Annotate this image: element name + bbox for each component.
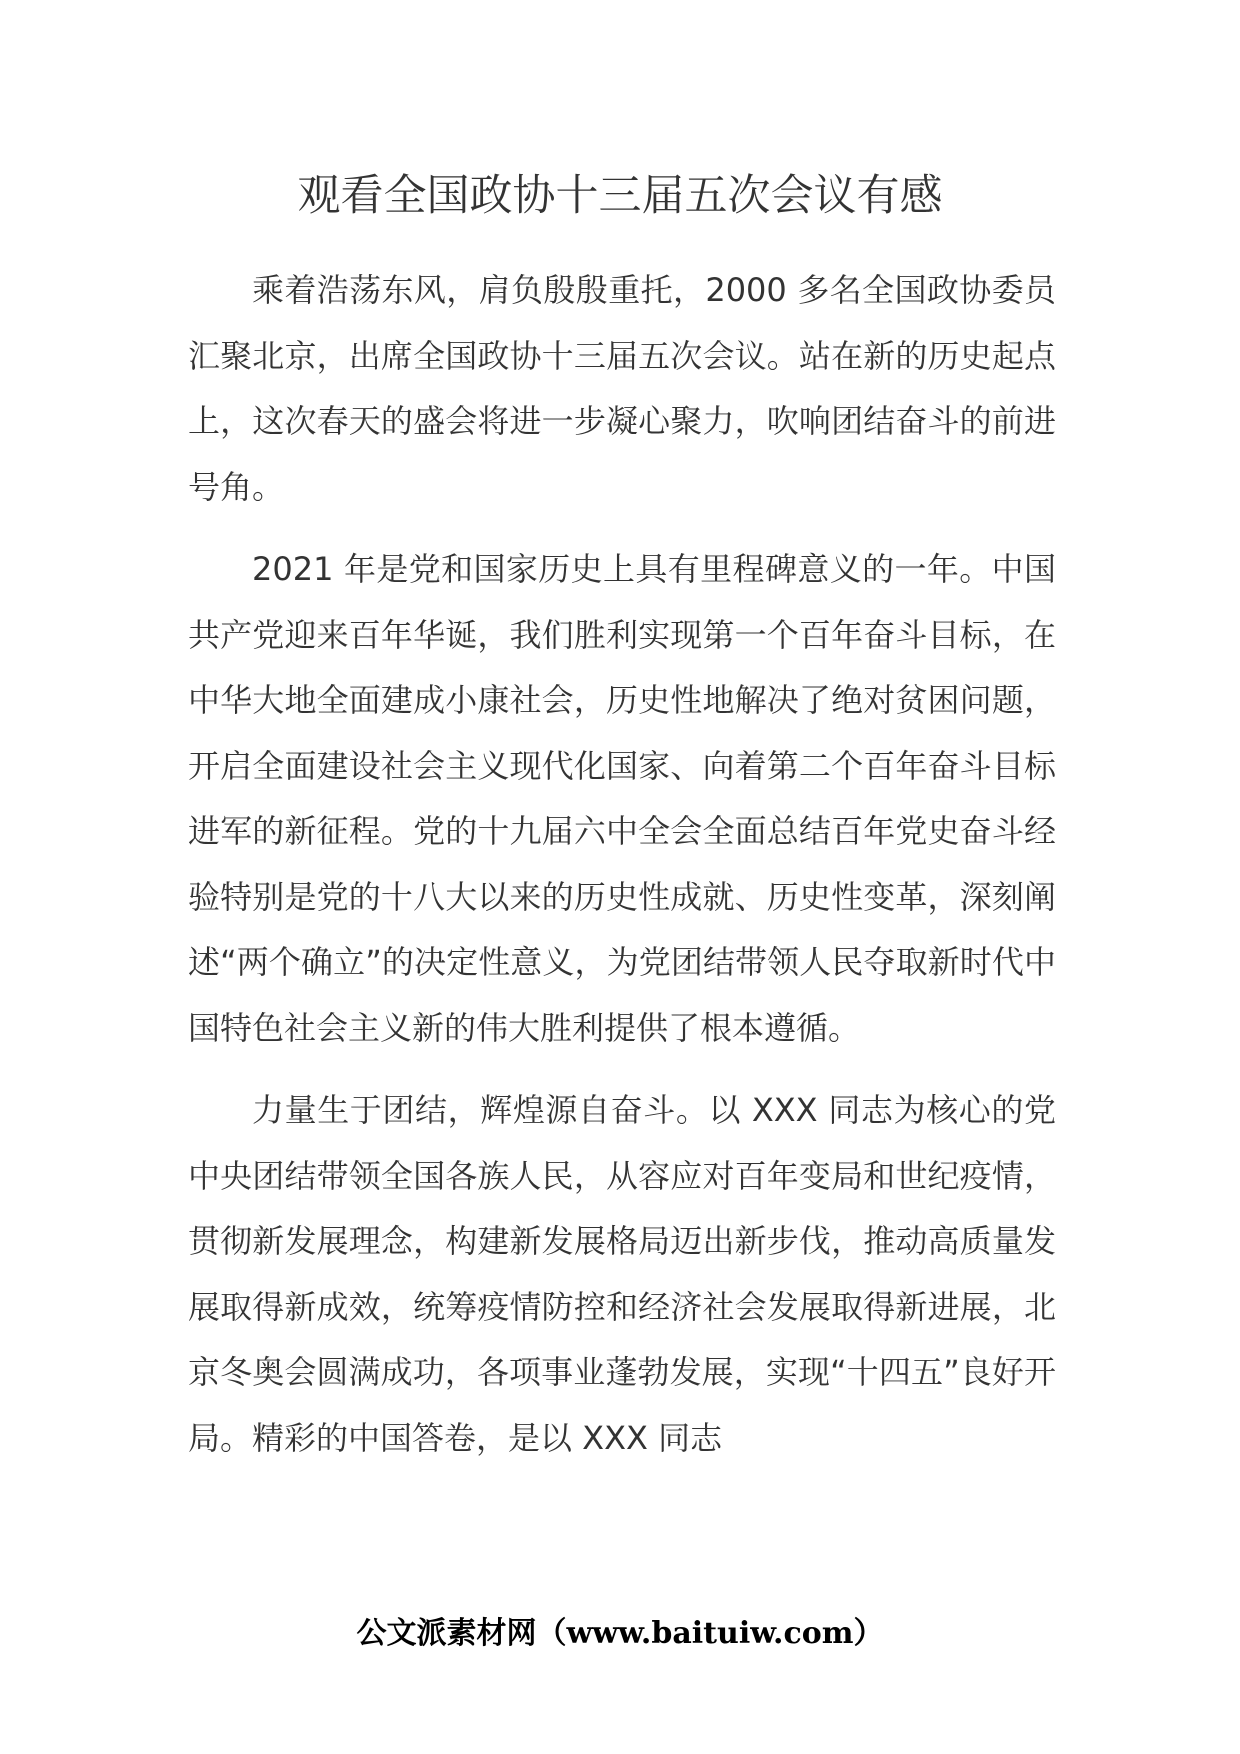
paragraph-1: 乘着浩荡东风，肩负殷殷重托，2000 多名全国政协委员汇聚北京，出席全国政协十三届五次会议。站在新的历史起点上，这次春天的盛会将进一步凝心聚力，吹响团结奋斗的前进号角。: [188, 271, 1056, 506]
document-body: [188, 258, 1056, 1488]
footer-watermark: 公文派素材网（www.baituiw.com）: [356, 1616, 884, 1651]
paragraph-3: 力量生于团结，辉煌源自奋斗。以 XXX 同志为核心的党中央团结带领全国各族人民，从容应对百年变局和世纪疫情，贯彻新发展理念，构建新发展格局迈出新步伐，推动高质量发展取得新成效，统筹疫情防控和经济社会发展取得新进展，北京冬奥会圆满成功，各项事业蓬勃发展，实现“十四五”良好开局。精彩的中国答卷，是以 XXX 同志: [188, 1091, 1056, 1457]
document-title: 观看全国政协十三届五次会议有感: [297, 171, 943, 221]
paragraph-2: 2021 年是党和国家历史上具有里程碑意义的一年。中国共产党迎来百年华诞，我们胜利实现第一个百年奋斗目标，在中华大地全面建成小康社会，历史性地解决了绝对贫困问题，开启全面建设社会主义现代化国家、向着第二个百年奋斗目标进军的新征程。党的十九届六中全会全面总结百年党史奋斗经验特别是党的十八大以来的历史性成就、历史性变革，深刻阐述“两个确立”的决定性意义，为党团结带领人民夺取新时代中国特色社会主义新的伟大胜利提供了根本遵循。: [188, 550, 1056, 1047]
